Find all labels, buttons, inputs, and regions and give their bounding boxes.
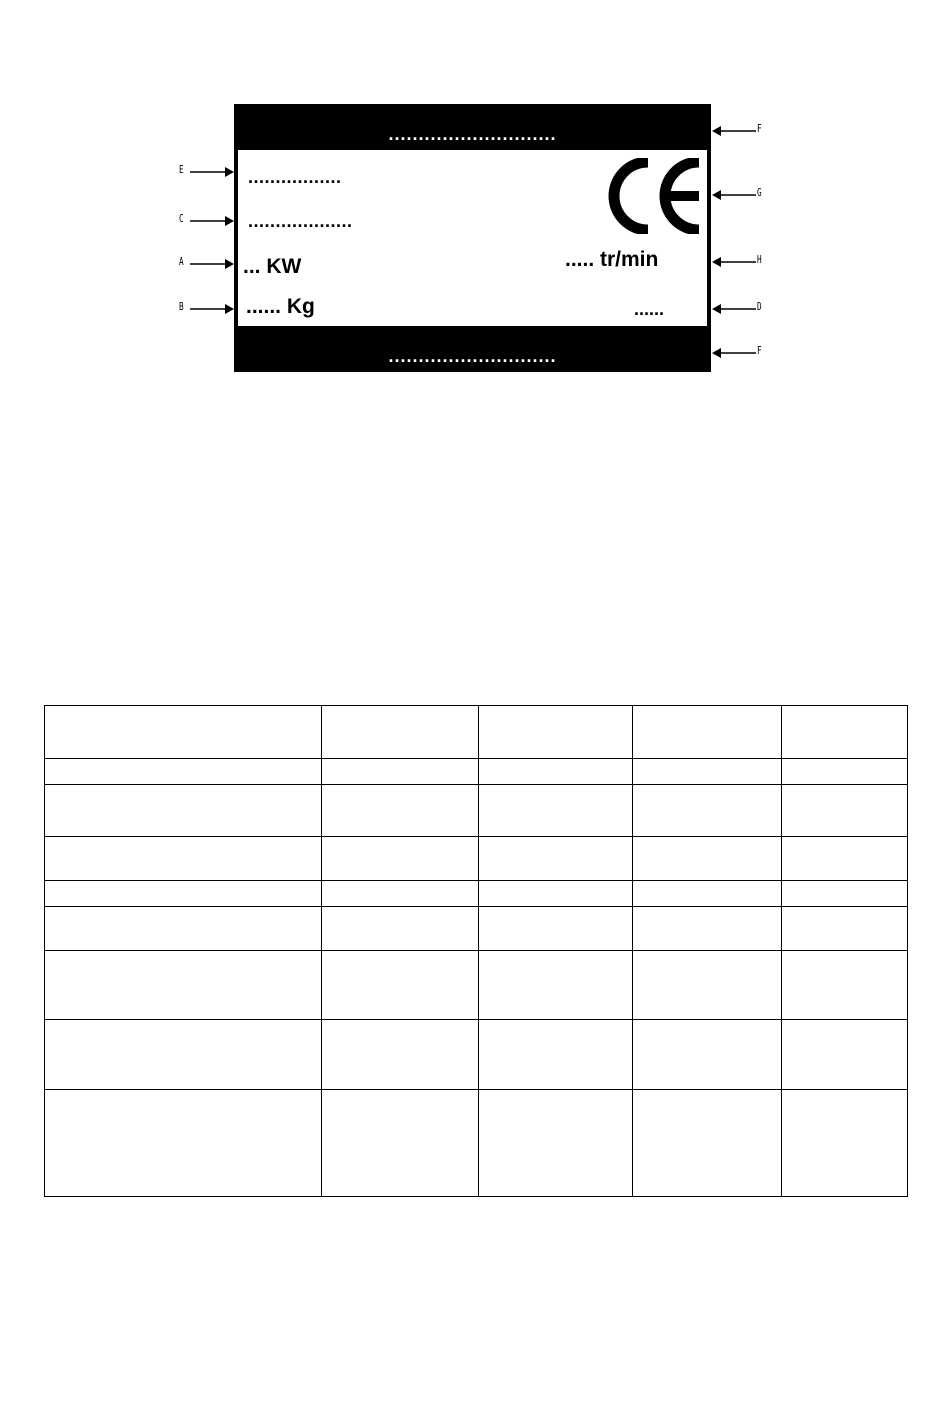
arrow-right-icon: [190, 166, 234, 178]
table-cell: [633, 951, 782, 1020]
plate-bottom-band-text: ............................: [388, 346, 557, 366]
callout-label: D: [756, 300, 762, 313]
table-cell: [782, 951, 908, 1020]
table-cell: [782, 759, 908, 785]
plate-field-b-weight: ...... Kg: [246, 295, 315, 318]
table-cell: [45, 785, 322, 837]
callout-label: E: [178, 163, 184, 176]
callout-f-top: [712, 122, 768, 137]
table-cell: [633, 881, 782, 907]
table-cell: [633, 785, 782, 837]
plate-field-h-speed: ..... tr/min: [565, 248, 659, 271]
table-row: [45, 1020, 908, 1090]
arrow-left-icon: [712, 189, 756, 201]
table-cell: [633, 1020, 782, 1090]
table-cell: [45, 881, 322, 907]
table-cell: [322, 951, 479, 1020]
callout-label: C: [178, 212, 184, 225]
arrow-right-icon: [190, 215, 234, 227]
table-cell: [45, 1090, 322, 1197]
table-cell: [479, 1090, 633, 1197]
table-cell: [322, 881, 479, 907]
table-cell: [782, 907, 908, 951]
arrow-left-icon: [712, 303, 756, 315]
table-cell: [633, 706, 782, 759]
callout-label: A: [178, 255, 184, 268]
table-cell: [322, 1090, 479, 1197]
table-cell: [322, 785, 479, 837]
callout-label: G: [756, 186, 762, 199]
callout-label: F: [756, 122, 762, 135]
table-cell: [633, 759, 782, 785]
table-cell: [45, 837, 322, 881]
table-cell: [782, 785, 908, 837]
table-row: [45, 785, 908, 837]
table-cell: [782, 1020, 908, 1090]
table-row: [45, 837, 908, 881]
table-cell: [782, 1090, 908, 1197]
table-cell: [479, 706, 633, 759]
table-cell: [322, 837, 479, 881]
table-cell: [479, 759, 633, 785]
callout-c: [178, 212, 234, 227]
arrow-left-icon: [712, 347, 756, 359]
callout-label: H: [756, 253, 762, 266]
table-row: [45, 907, 908, 951]
callout-label: F: [756, 344, 762, 357]
table-cell: [479, 907, 633, 951]
table-row: [45, 706, 908, 759]
table-cell: [322, 706, 479, 759]
arrow-left-icon: [712, 125, 756, 137]
ce-mark-icon: [606, 158, 706, 234]
table-cell: [45, 1020, 322, 1090]
table-cell: [45, 706, 322, 759]
callout-h: [712, 253, 768, 268]
plate-field-c: ...................: [248, 211, 353, 231]
plate-field-a-power: ... KW: [243, 255, 302, 278]
plate-body: [238, 150, 707, 326]
table-cell: [633, 907, 782, 951]
plate-top-band-text: ............................: [388, 124, 557, 144]
arrow-right-icon: [190, 258, 234, 270]
callout-f-bottom: [712, 344, 768, 359]
table-cell: [782, 706, 908, 759]
table-row: [45, 951, 908, 1020]
spec-table: [44, 705, 908, 1197]
plate-field-e: .................: [248, 167, 342, 187]
callout-g: [712, 186, 768, 201]
callout-label: B: [178, 300, 184, 313]
table-cell: [479, 881, 633, 907]
callout-d: [712, 300, 768, 315]
callout-e: [178, 163, 234, 178]
table-row: [45, 881, 908, 907]
table-cell: [633, 1090, 782, 1197]
table-cell: [45, 951, 322, 1020]
table-cell: [322, 1020, 479, 1090]
rating-plate: [234, 104, 711, 372]
table-cell: [782, 881, 908, 907]
table-cell: [322, 759, 479, 785]
callout-a: [178, 255, 234, 270]
callout-b: [178, 300, 234, 315]
table-cell: [479, 951, 633, 1020]
table-cell: [633, 837, 782, 881]
arrow-right-icon: [190, 303, 234, 315]
table-cell: [479, 785, 633, 837]
arrow-left-icon: [712, 256, 756, 268]
table-cell: [479, 837, 633, 881]
table-row: [45, 759, 908, 785]
table-cell: [782, 837, 908, 881]
table-cell: [45, 759, 322, 785]
table-cell: [479, 1020, 633, 1090]
plate-field-d: ......: [634, 299, 665, 319]
table-cell: [45, 907, 322, 951]
table-row: [45, 1090, 908, 1197]
table-cell: [322, 907, 479, 951]
